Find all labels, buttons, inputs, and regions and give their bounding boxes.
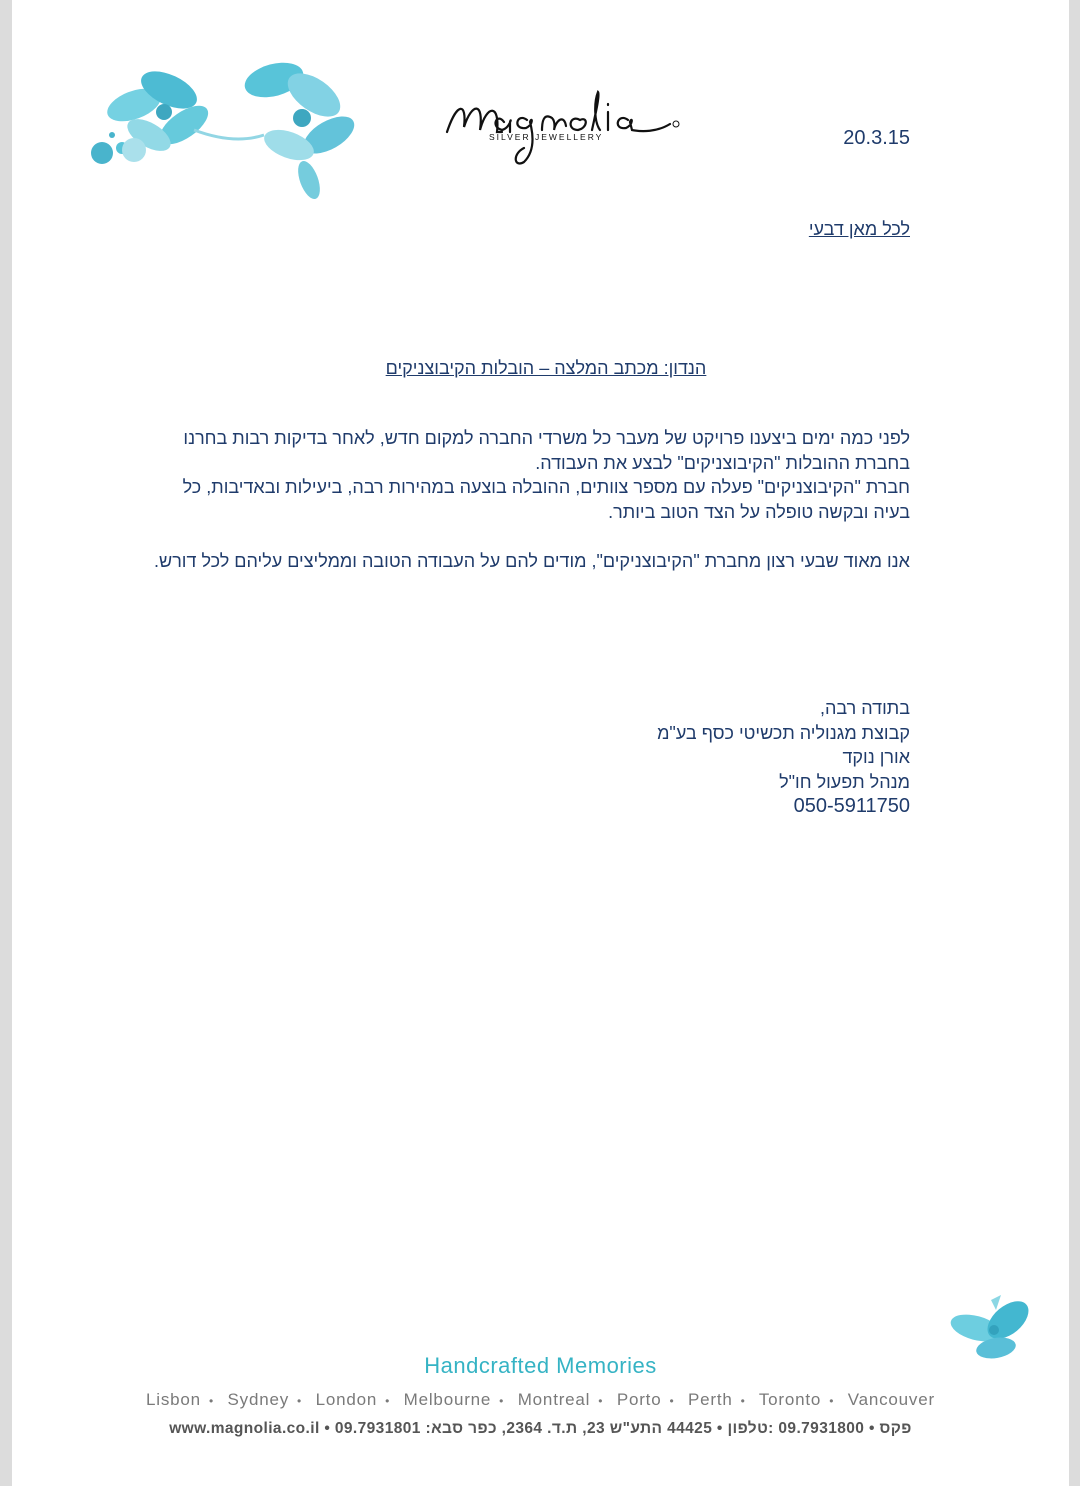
footer-tagline: Handcrafted Memories: [424, 1353, 657, 1378]
city-name: Vancouver: [847, 1390, 935, 1409]
city-name: Melbourne: [403, 1390, 492, 1409]
city-name: Lisbon: [146, 1390, 201, 1409]
subject-line: הנדון: מכתב המלצה – הובלות הקיבוצניקים: [385, 358, 707, 378]
city-name: Sydney: [227, 1390, 290, 1409]
signature-phone: 050-5911750: [793, 795, 910, 817]
city-name: Perth: [688, 1390, 733, 1409]
body-paragraph: חברת "הקיבוצניקים" פעלה עם מספר צוותים, ההובלה בוצעה במהירות רבה, ביעילות ובאדיבות, כל בעיה ובקשה טופלה על הצד הטוב ביותר.: [182, 477, 910, 522]
recipient-line: לכל מאן דבעי: [808, 219, 910, 239]
letter-body: [150, 426, 910, 573]
letter-page: [12, 0, 1069, 1486]
magnolia-logo: [442, 82, 687, 172]
signature-name: אורן נוקד: [842, 747, 910, 767]
signature-closing: בתודה רבה,: [820, 698, 910, 718]
city-name: London: [315, 1390, 378, 1409]
signature-company: קבוצת מגנוליה תכשיטי כסף בע"מ: [657, 722, 910, 743]
watercolor-flowers-icon: [74, 50, 404, 210]
footer-cities: Lisbon • Sydney • London • Melbourne • Montreal • Porto • Perth • Toronto • Vancouver: [146, 1390, 935, 1409]
signature-block: [510, 696, 910, 819]
footer-contact: www.magnolia.co.il • 09.7931801 :פקס • 09.7931800 :טלפון • 44425 התע"ש 23, ת.ד. 2364, כפר סבא: [169, 1420, 912, 1437]
logo-subtitle: SILVER JEWELLERY: [489, 132, 604, 142]
city-name: Montreal: [517, 1390, 591, 1409]
body-paragraph: לפני כמה ימים ביצענו פרויקט של מעבר כל משרדי החברה למקום חדש, לאחר בדיקות רבות בחרנו בחברת ההובלות "הקיבוצניקים" לבצע את העבודה.: [183, 428, 910, 473]
city-name: Toronto: [758, 1390, 822, 1409]
body-paragraph: אנו מאוד שבעי רצון מחברת "הקיבוצניקים", מודים להם על העבודה הטובה וממליצים עליהם לכל דורש.: [154, 550, 910, 571]
city-name: Porto: [616, 1390, 662, 1409]
signature-title: מנהל תפעול חו"ל: [779, 771, 910, 792]
letter-date: 20.3.15: [843, 127, 910, 149]
